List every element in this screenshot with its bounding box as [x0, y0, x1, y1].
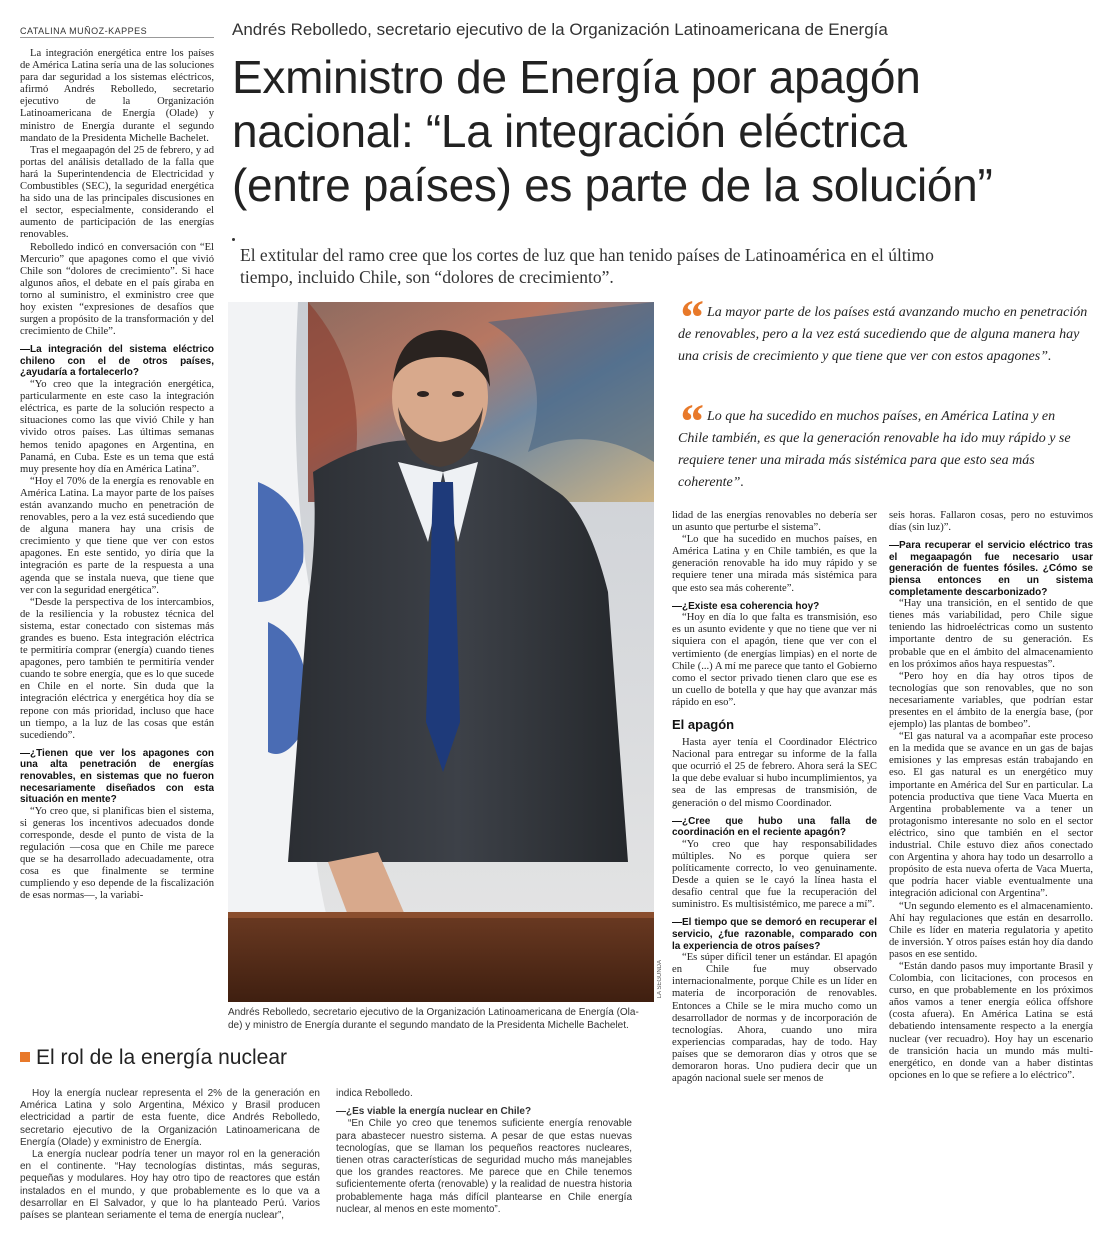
quote-mark-icon: “: [678, 393, 703, 449]
interview-question: —El tiempo que se demoró en recuperar el servicio, ¿fue razonable, comparado con la experiencia de otros países?: [672, 917, 877, 952]
pull-quote-text: Lo que ha sucedido en muchos países, en América Latina y en Chile también, es que la generación renovable ha ido muy rápido y se requiere tener una mirada más sistémica para que esto sea más coherente”.: [678, 409, 1071, 490]
paragraph: Rebolledo indicó en conversación con “El Mercurio” que apagones como el que vivió Chile son “dolores de crecimiento”. Si hace algunos años, el debate en el país giraba en torno al suministro, el exministro cree que hoy existen “expresiones de desafíos que surgen a propósito de la transformación y del crecimiento de Chile”.: [20, 241, 214, 338]
caption-line-2: de) y ministro de Energía durante el segundo mandato de la Presidenta Michelle Bachelet.: [228, 1020, 629, 1031]
caption-line-1: Andrés Rebolledo, secretario ejecutivo de la Organización Latinoamericana de Energía (Ola-: [228, 1007, 639, 1018]
subhead: El apagón: [672, 717, 735, 732]
headline: [232, 50, 1092, 212]
column-4: [889, 510, 1093, 1240]
pull-quote-1: [678, 289, 1088, 368]
paragraph: “Hoy en día lo que falta es transmisión, eso es un asunto evidente y que no tiene que ver ni siquiera con el apagón, tiene que ver con el vertimiento (de energías limpias) en el norte de Chile (...) A mí me parece que tanto el Gobierno como el sector privado tienen claro que ese es un cuello de botella y que hay que avanzar más rápido en eso”.: [672, 612, 877, 708]
portrait-photo: [228, 302, 654, 1002]
paragraph: “Lo que ha sucedido en muchos países, en América Latina y en Chile también, es que la generación renovable ha ido muy rápido y se requiere tener una mirada más sistémica para que esto sea más coherente”.: [672, 534, 877, 594]
kicker: Andrés Rebolledo, secretario ejecutivo de la Organización Latinoamericana de Energía: [232, 20, 888, 39]
paragraph: “Hoy el 70% de la energía es renovable en América Latina. La mayor parte de los países están avanzando mucho en penetración de renovables, pero a la vez está sucediendo que de alguna manera hay una crisis de crecimiento y que tiene que ver con estos apagones. En este sentido, yo diría que la integración es parte de la respuesta a una agenda que se instala nueva, que tiene que ver con la seguridad energética”.: [20, 475, 214, 596]
paragraph: seis horas. Fallaron cosas, pero no estuvimos días (sin luz)”.: [889, 510, 1093, 534]
deck-bullet: [232, 238, 235, 241]
column-1: [20, 48, 214, 1038]
paragraph: La integración energética entre los países de América Latina sería una de las soluciones para dar seguridad a los sistemas eléctricos, afirmó Andrés Rebolledo, secretario ejecutivo de la Organización Latinoamericana de Energía (Olade) y ministro de Energía durante el segundo mandato de la Presidenta Michelle Bachelet.: [20, 48, 214, 144]
deck-line-1: El extitular del ramo cree que los cortes de luz que han tenido países de Latinoamérica en el último: [240, 245, 934, 265]
paragraph: “Yo creo que la integración energética, particularmente en este caso la integración eléctrica, es parte de la solución respecto a situaciones como las que vivió Chile y han vivido otros países. Las últimas semanas hemos tenido apagones en Argentina, en Panamá, en Cuba. Este es un tema que está muy presente hoy día en América Latina”.: [20, 379, 214, 475]
interview-question: —¿Cree que hubo una falla de coordinación en el reciente apagón?: [672, 815, 877, 839]
paragraph: “Es súper difícil tener un estándar. El apagón en Chile fue muy observado internacionalmente, porque Chile es un líder en materia de incorporación de renovables. Entonces a Chile se le mira mucho como un desarrollador de normas y de incorporación de tecnologías. Ahora, cuando uno mira experiencias comparadas, hay de todo. Hay países que se demoraron días y otros que se demoraron horas. Uno pudiera decir que un apagón nacional suele ser menos de: [672, 952, 877, 1085]
photo-caption: [228, 1006, 668, 1032]
portrait-illustration: [228, 302, 654, 1002]
section-marker: [20, 1052, 30, 1062]
interview-question: —La integración del sistema eléctrico chileno con el de otros países, ¿ayudaría a fortalecerlo?: [20, 344, 214, 379]
photo-credit: LA SEGUNDA: [657, 960, 663, 999]
paragraph: “Desde la perspectiva de los intercambios, de la resiliencia y la robustez técnica del sistema, estar conectado con sistemas más grandes es bueno. Esta integración eléctrica te permitiría comprar (energía) cuando tienes apagones, pero también te permitiría vender cuando te sobre energía, que es lo que sucede en Chile en el norte. Sin duda que la integración eléctrica y energética hoy día se repone con más prioridad, incluso que hace un tiempo, a la luz de las cosas que están sucediendo”.: [20, 596, 214, 741]
paragraph: “Están dando pasos muy importante Brasil y Colombia, con licitaciones, con procesos en curso, en que probablemente en los próximos años vamos a tener energía eólica offshore (costa afuera). En América Latina se está debatiendo intensamente respecto a la energía nuclear (ver recuadro). Hoy hay un escenario de transición hacia un mundo más multi-energético, en donde van a haber distintas opciones en lo que se refiere a lo eléctrico”.: [889, 960, 1093, 1081]
paragraph: Hasta ayer tenía el Coordinador Eléctrico Nacional para entregar su informe de la falla que ocurrió el 25 de febrero. Ahora será la SEC la que debe evaluar si hubo incumplimientos, ya sea de las empresas de transmisión, de generación o del mismo Coordinador.: [672, 737, 877, 809]
interview-question: —¿Es viable la energía nuclear en Chile?: [336, 1106, 532, 1118]
byline: CATALINA MUÑOZ-KAPPES: [20, 26, 148, 36]
headline-line-1: Exministro de Energía por apagón: [232, 51, 921, 103]
paragraph: lidad de las energías renovables no debería ser un asunto que perturbe el sistema”.: [672, 510, 877, 534]
headline-line-3: (entre países) es parte de la solución”: [232, 159, 993, 211]
paragraph: Hoy la energía nuclear representa el 2% de la generación en América Latina y solo Argentina, México y Brasil producen electricidad a partir de esta fuente, dice Andrés Rebolledo, secretario ejecutivo de la Organización Latinoamericana de Energía (Olade) y exministro de Energía.: [20, 1088, 320, 1148]
sidebar-title: El rol de la energía nuclear: [36, 1046, 287, 1069]
paragraph: “En Chile yo creo que tenemos suficiente energía renovable para abastecer nuestro sistema. A pesar de que estas nuevas tecnologías, que se llaman los pequeños reactores nucleares, tienen otras características de seguridad mucho más manejables que los grandes reactores. Me parece que en Chile tenemos suficientemente oferta (renovable) y la realidad de nuestra historia probablemente haga más difícil plantearse en Chile energía nuclear, al menos en este momento”.: [336, 1118, 632, 1215]
deck-line-2: tiempo, incluido Chile, son “dolores de crecimiento”.: [240, 267, 614, 287]
paragraph: “Pero hoy en día hay otros tipos de tecnologías que son renovables, que no son necesariamente variables, que podrían estar presentes en el ámbito de la energía base, (por ejemplo) las plantas de bombeo”.: [889, 670, 1093, 731]
deck: [240, 244, 1090, 288]
sidebar-column-1: [20, 1088, 320, 1240]
byline-divider: [20, 37, 214, 38]
headline-line-2: nacional: “La integración eléctrica: [232, 105, 907, 157]
column-3: [672, 510, 877, 1240]
paragraph: “Yo creo que hay responsabilidades múltiples. No es porque quiera ser políticamente correcto, lo veo genuinamente. Desde a quien se le cayó la línea hasta el desafío central que fue la recuperación del suministro. Es multisistémico, me parece a mí”.: [672, 838, 877, 911]
interview-question: —Para recuperar el servicio eléctrico tras el megaapagón fue necesario usar generación de fuentes fósiles. ¿Cómo se piensa entonces en un sistema completamente descarbonizado?: [889, 540, 1093, 598]
paragraph: “Yo creo que, si planificas bien el sistema, si generas los incentivos adecuados donde corresponde, desde el punto de vista de la regulación —cosa que en Chile me parece que se ha desarrollado adecuadamente, otra cosa es que finalmente se termine cumpliendo y eso depende de la fiscalización de esas normas—, la variabi-: [20, 805, 214, 902]
sidebar-column-2: [336, 1088, 632, 1240]
pull-quote-2: [678, 393, 1088, 494]
paragraph: “Hay una transición, en el sentido de que tienes más variabilidad, pero Chile sigue teniendo las hidroeléctricas como un sustento importante dentro de su generación. Es probable que en el ámbito del almacenamiento en los próximos años haya respuestas”.: [889, 598, 1093, 670]
pull-quote-text: La mayor parte de los países está avanzando mucho en penetración de renovables, pero a la vez está sucediendo que de alguna manera hay una crisis de crecimiento y que tiene que ver con estos apagones”.: [678, 305, 1088, 364]
paragraph: Tras el megaapagón del 25 de febrero, y ad portas del análisis detallado de la falla que hará la Superintendencia de Electricidad y Combustibles (SEC), la seguridad energética ha sido una de las principales discusiones en el sector, especialmente, considerando el aumento de participación de las energías renovables.: [20, 144, 214, 241]
paragraph: La energía nuclear podría tener un mayor rol en la generación en el continente. “Hay tecnologías distintas, más seguras, pequeñas y modulares. Hoy hay otro tipo de reactores que están instalados en el mundo, y que probablemente es lo que va a desarrollar en El Salvador, y que lo ha planteado Perú. Varios países se plantean seriamente el tema de energía nuclear”,: [20, 1149, 320, 1222]
interview-question: —¿Existe esa coherencia hoy?: [672, 600, 820, 612]
quote-mark-icon: “: [678, 289, 703, 345]
paragraph: “El gas natural va a acompañar este proceso en la medida que se avance en un gas de bajas emisiones y las empresas están trabajando en eso. El gas natural es un energético muy importante en América del Sur en particular. La potencia productiva que tiene Vaca Muerta en Argentina probablemente va a tener un protagonismo interesante no solo en el sector eléctrico, sino que también en el sector industrial. Chile estuvo diez años conectado con Argentina y ahora hay todo un desarrollo a propósito de esta nueva oferta de Vaca Muerta, que podría hacer viable eventualmente una integración adicional con Argentina”.: [889, 731, 1093, 900]
paragraph: “Un segundo elemento es el almacenamiento. Ahí hay regulaciones que están en desarrollo. Chile es líder en materia regulatoria y apetito de inversión. Y otros países están hoy día dando pasos en ese sentido.: [889, 900, 1093, 960]
interview-question: —¿Tienen que ver los apagones con una alta penetración de energías renovables, en sistemas que no fueron necesariamente diseñados con esta situación en mente?: [20, 747, 214, 806]
paragraph: indica Rebolledo.: [336, 1088, 413, 1099]
